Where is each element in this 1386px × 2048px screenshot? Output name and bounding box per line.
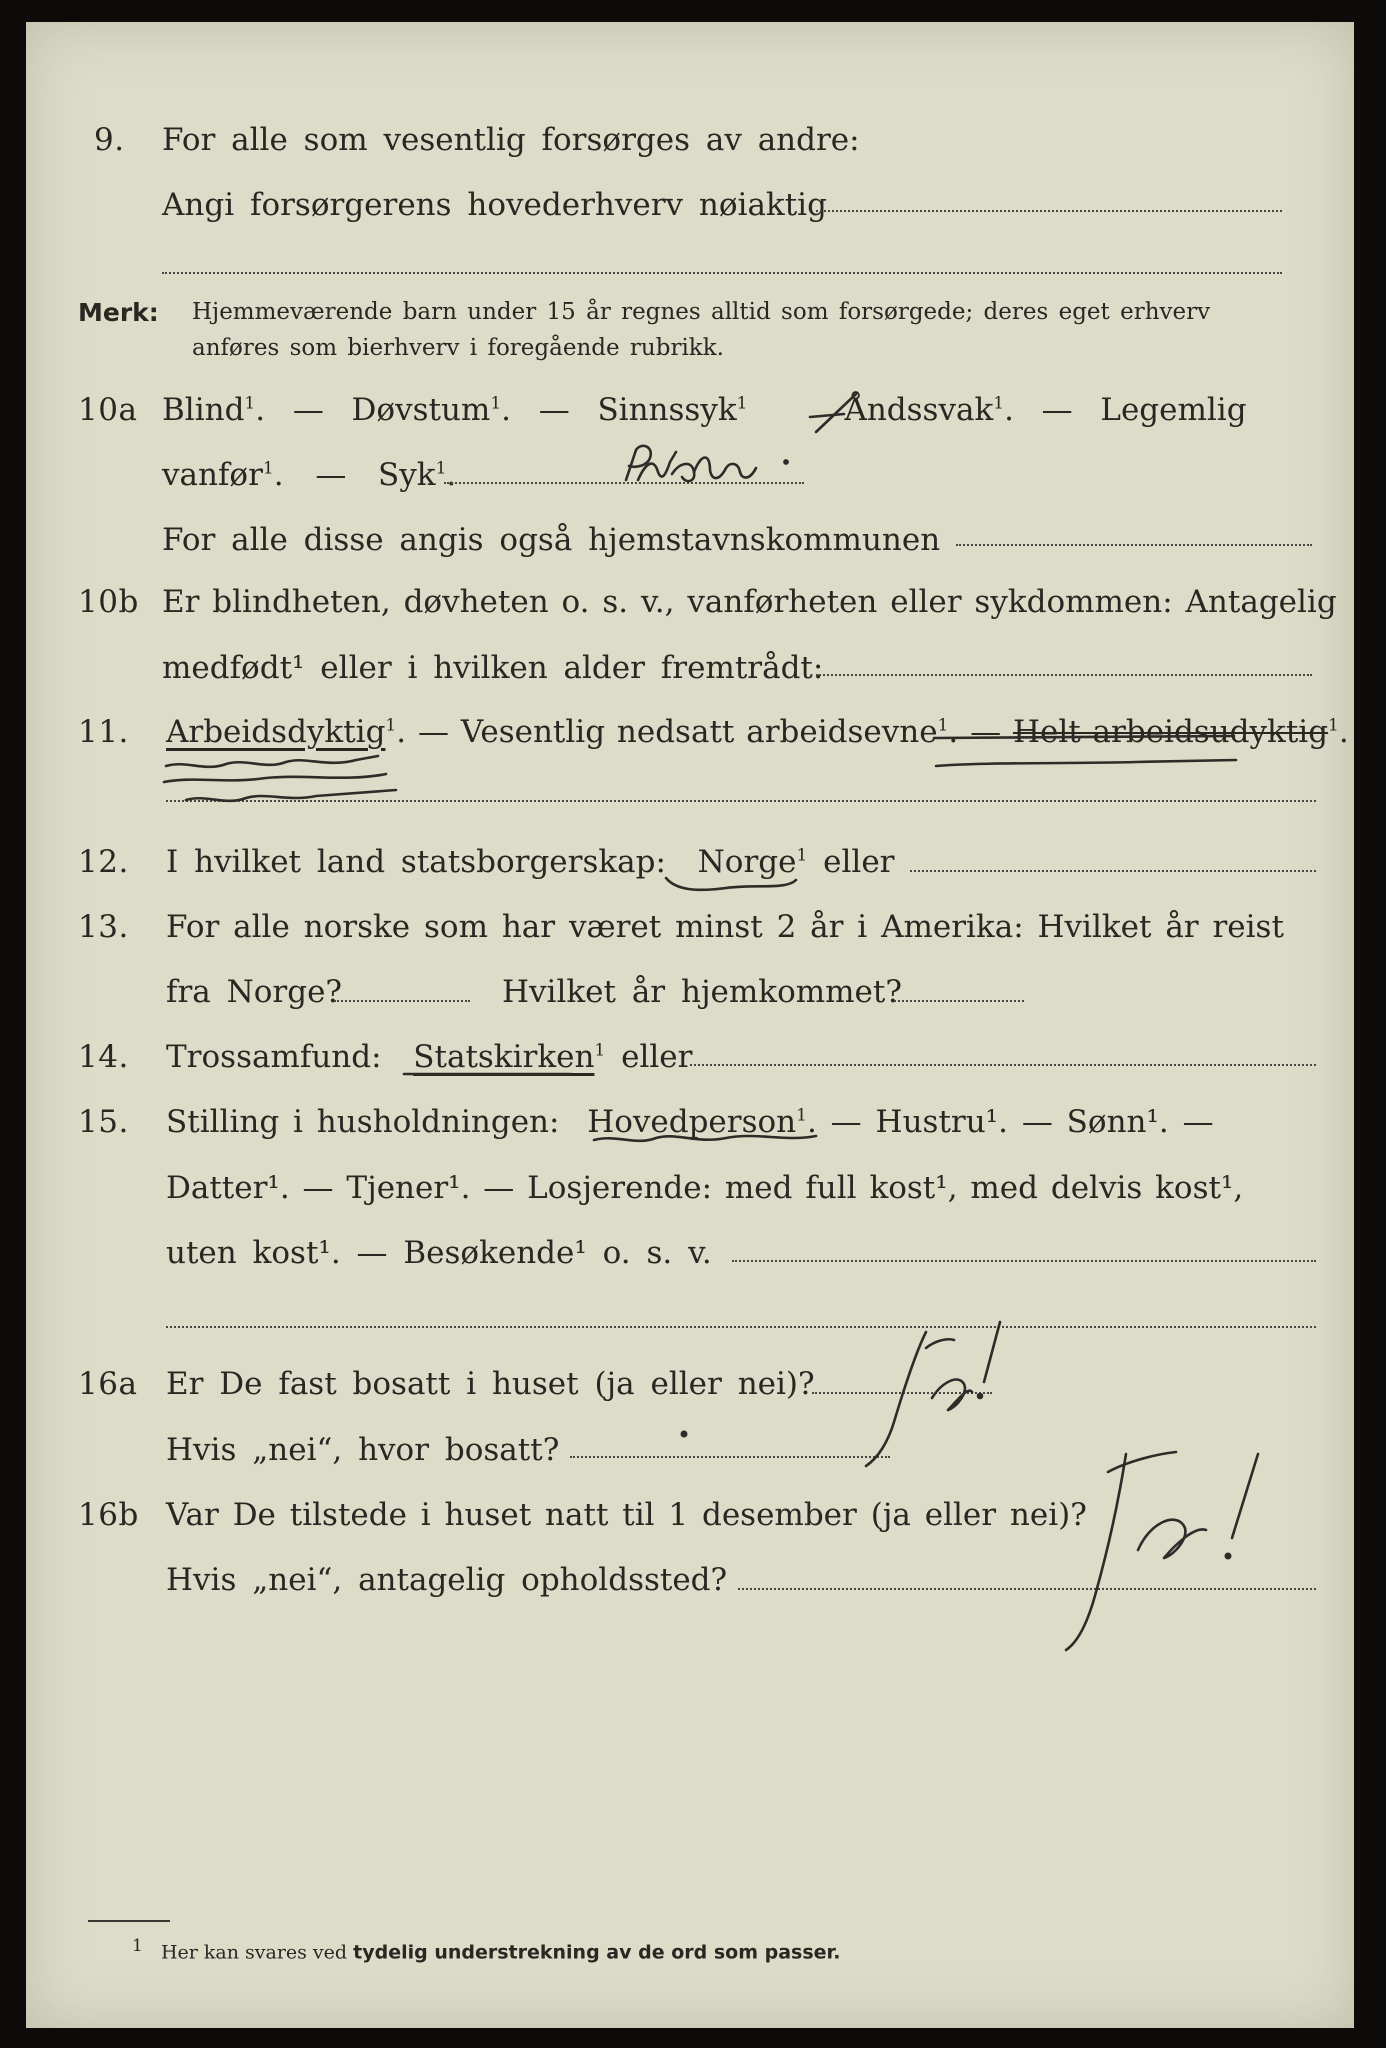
merk-label: Merk: <box>78 298 159 327</box>
merk-line1: Hjemmeværende barn under 15 år regnes alltid som forsørgede; deres eget erhverv <box>192 299 1211 325</box>
q16a-line2: Hvis „nei“, hvor bosatt? <box>166 1432 560 1468</box>
opt-vanfor: vanfør <box>162 457 263 493</box>
q10a-number: 10a <box>78 392 138 428</box>
census-form-page <box>26 22 1354 2028</box>
q12-number: 12. <box>78 844 129 880</box>
q15-line2: Datter¹. — Tjener¹. — Losjerende: med full kost¹, med delvis kost¹, <box>166 1170 1244 1206</box>
opt-helt-arbeidsudyktig: Helt arbeidsudyktig <box>1012 714 1329 750</box>
opt-blind: Blind <box>162 392 245 428</box>
q9-line1: For alle som vesentlig forsørges av andre: <box>162 122 860 158</box>
q10a-line1: Blind$^1$. — Døvstum$^1$. — Sinnssyk$^1$ Åndssvak$^1$. — Legemlig <box>162 392 1247 428</box>
q13-part1: fra Norge? <box>166 974 343 1010</box>
q10a-line3: For alle disse angis også hjemstavnskommunen <box>162 522 941 558</box>
q15-line3: uten kost¹. — Besøkende¹ o. s. v. <box>166 1235 712 1271</box>
q9-number: 9. <box>94 122 125 158</box>
q11-line: Arbeidsdyktig$^1$. — Vesentlig nedsatt arbeidsevne$^1$. — Helt arbeidsudyktig$^1$. <box>166 714 1349 750</box>
q11-number: 11. <box>78 714 129 750</box>
q13-part2: Hvilket år hjemkommet? <box>502 974 902 1010</box>
q12-line: I hvilket land statsborgerskap: Norge$^1$ eller <box>166 844 895 880</box>
q14-number: 14. <box>78 1039 129 1075</box>
q16a-line1: Er De fast bosatt i huset (ja eller nei)? <box>166 1366 815 1402</box>
footnote <box>132 1936 840 1963</box>
opt-sinnssyk: Sinnssyk <box>597 392 737 428</box>
footnote-rule <box>88 1920 170 1922</box>
opt-andssvak: Åndssvak <box>844 392 994 428</box>
opt-statskirken: Statskirken <box>413 1039 595 1075</box>
opt-vesentlig-nedsatt: Vesentlig nedsatt arbeidsevne <box>460 714 938 750</box>
q16b-line2: Hvis „nei“, antagelig opholdssted? <box>166 1562 728 1598</box>
q10a-line2: vanfør$^1$. — Syk$^1$. <box>162 457 457 493</box>
q15-line1: Stilling i husholdningen: Hovedperson$^1$. — Hustru¹. — Sønn¹. — <box>166 1104 1214 1140</box>
opt-hovedperson: Hovedperson <box>587 1104 797 1140</box>
q16b-number: 16b <box>78 1497 139 1533</box>
q10b-line1: Er blindheten, døvheten o. s. v., vanførheten eller sykdommen: Antagelig <box>162 584 1337 620</box>
opt-syk: Syk <box>378 457 436 493</box>
q14-line: Trossamfund: Statskirken$^1$ eller <box>166 1039 693 1075</box>
q9-line2: Angi forsørgerens hovederhverv nøiaktig <box>162 187 827 223</box>
q13-number: 13. <box>78 909 129 945</box>
opt-dovstum: Døvstum <box>351 392 491 428</box>
q10b-line2: medfødt¹ eller i hvilken alder fremtrådt: <box>162 650 824 686</box>
q16a-number: 16a <box>78 1366 138 1402</box>
q15-number: 15. <box>78 1104 129 1140</box>
opt-norge: Norge <box>697 844 797 880</box>
q16b-line1: Var De tilstede i huset natt til 1 desember (ja eller nei)? <box>166 1497 1087 1533</box>
q10b-number: 10b <box>78 584 139 620</box>
merk-line2: anføres som bierhverv i foregående rubrikk. <box>192 335 724 361</box>
handwriting-ink-layer <box>26 22 1354 2028</box>
opt-arbeidsdyktig: Arbeidsdyktig <box>166 714 386 750</box>
footnote-text: Her kan svares ved <box>160 1941 348 1964</box>
footnote-mark: 1 <box>132 1936 143 1956</box>
q13-line1: For alle norske som har været minst 2 år i Amerika: Hvilket år reist <box>166 909 1284 945</box>
footnote-bold-text: tydelig understrekning av de ord som passer. <box>353 1941 841 1964</box>
opt-legemlig: Legemlig <box>1100 392 1247 428</box>
